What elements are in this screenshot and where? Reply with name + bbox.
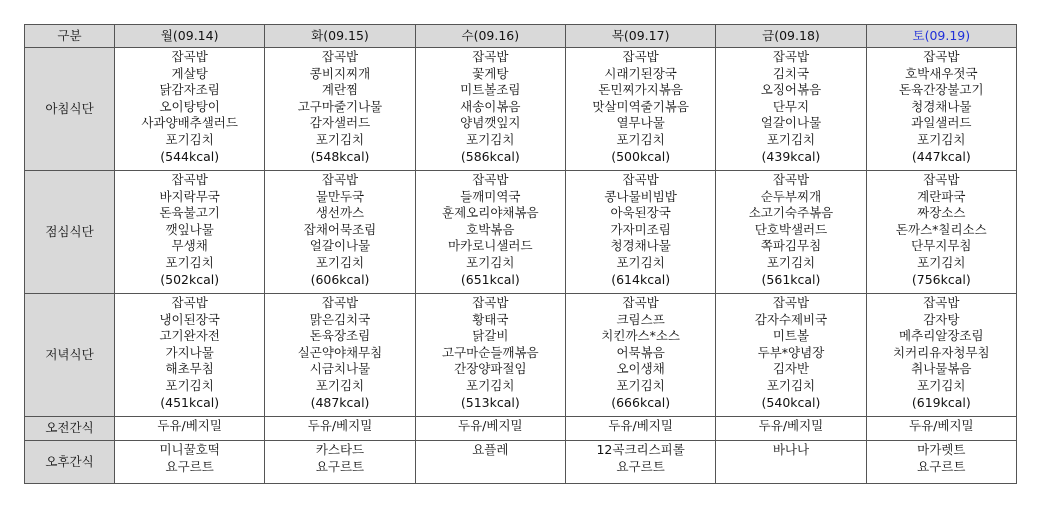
menu-item: 시금치나물: [309, 361, 371, 377]
menu-item: 짜장소스: [917, 205, 966, 221]
menu-item: 새송이볶음: [460, 98, 521, 114]
menu-item: 포기김치: [766, 131, 816, 147]
menu-item: 두유/베지밀: [608, 418, 673, 433]
menu-item: 요플레: [472, 442, 509, 457]
menu-cell-afternoon-snack-tue: [265, 441, 415, 484]
menu-item: 잡곡밥: [321, 172, 359, 187]
menu-item: (606kcal): [310, 271, 370, 287]
menu-item: 단무지무침: [911, 238, 972, 254]
menu-item: 요구르트: [165, 458, 214, 474]
meal-label-afternoon-snack: 오후간식: [25, 441, 115, 484]
menu-item: 돈까스*칠리소스: [895, 221, 987, 237]
header-row: [25, 25, 1017, 48]
menu-item: 생선까스: [315, 205, 365, 221]
menu-item: 포기김치: [917, 254, 966, 270]
menu-item: 포기김치: [165, 377, 214, 393]
menu-item: 감자수제비국: [754, 311, 828, 327]
menu-item: 잡곡밥: [772, 295, 810, 310]
meal-label-dinner: 저녁식단: [25, 294, 115, 417]
menu-item: 게살탕: [171, 65, 208, 81]
menu-item: 닭갈비: [472, 328, 509, 344]
menu-item: 콩비지찌개: [309, 65, 371, 81]
day-header-thu: 목(09.17): [565, 25, 715, 48]
menu-cell-dinner-sat: [866, 294, 1016, 417]
meal-row-afternoon-snack: [25, 441, 1017, 484]
menu-item: 포기김치: [466, 254, 515, 270]
menu-item: 잡곡밥: [923, 295, 960, 310]
menu-item: 요구르트: [616, 458, 665, 474]
menu-item: 포기김치: [766, 377, 816, 393]
menu-item: 어묵볶음: [616, 344, 665, 360]
menu-item: (451kcal): [160, 394, 220, 410]
menu-item: 포기김치: [766, 254, 816, 270]
menu-item: 치킨까스*소스: [601, 328, 680, 344]
menu-item: 콩나물비빔밥: [604, 188, 677, 204]
menu-cell-lunch-mon: [115, 171, 265, 294]
meal-row-lunch: [25, 171, 1017, 294]
menu-item: 김치국: [772, 65, 810, 81]
menu-item: 포기김치: [315, 131, 365, 147]
day-header-wed: 수(09.16): [415, 25, 565, 48]
menu-item: 얼갈이나물: [309, 238, 371, 254]
menu-item: 잡곡밥: [472, 49, 509, 64]
meal-label-breakfast: 아침식단: [25, 48, 115, 171]
day-header-fri: 금(09.18): [716, 25, 866, 48]
menu-cell-breakfast-sat: [866, 48, 1016, 171]
menu-item: 포기김치: [917, 377, 966, 393]
category-header: 구분: [25, 25, 115, 48]
menu-item: 돈육불고기: [159, 205, 220, 221]
menu-cell-afternoon-snack-thu: [565, 441, 715, 484]
menu-item: 미트볼: [772, 328, 810, 344]
menu-item: 소고기숙주볶음: [748, 205, 834, 221]
menu-item: 잡곡밥: [772, 49, 810, 64]
menu-item: 잡곡밥: [472, 172, 509, 187]
menu-item: 오이탕탕이: [159, 98, 220, 114]
menu-item: 들깨미역국: [460, 188, 521, 204]
menu-item: (614kcal): [611, 271, 671, 287]
menu-item: 고구마순들깨볶음: [442, 344, 539, 360]
menu-item: 두부*양념장: [757, 344, 825, 360]
meal-row-breakfast: [25, 48, 1017, 171]
menu-item: 호박새우젓국: [905, 65, 978, 81]
menu-item: 과일샐러드: [911, 115, 972, 131]
menu-cell-morning-snack-wed: [415, 417, 565, 441]
menu-item: (500kcal): [611, 148, 671, 164]
menu-item: 가지나물: [165, 344, 214, 360]
menu-item: 잡채어묵조림: [303, 221, 377, 237]
menu-item: 순두부찌개: [760, 188, 822, 204]
menu-item: 두유/베지밀: [307, 418, 373, 433]
menu-item: 바지락무국: [159, 188, 220, 204]
menu-item: 잡곡밥: [171, 172, 208, 187]
menu-item: 고구마줄기나물: [297, 98, 383, 114]
menu-item: (513kcal): [460, 394, 520, 410]
menu-item: 양념깻잎지: [460, 115, 521, 131]
menu-item: 잡곡밥: [321, 295, 359, 310]
menu-item: (487kcal): [310, 394, 370, 410]
menu-item: 돈육장조림: [309, 328, 371, 344]
menu-item: 포기김치: [466, 131, 515, 147]
menu-item: 포기김치: [616, 254, 665, 270]
menu-cell-dinner-tue: [265, 294, 415, 417]
menu-item: 열무나물: [616, 115, 665, 131]
meal-row-morning-snack: [25, 417, 1017, 441]
menu-item: 청경채나물: [610, 238, 671, 254]
menu-item: 시래기된장국: [604, 65, 677, 81]
menu-item: 냉이된장국: [159, 311, 220, 327]
menu-item: 실곤약야채무침: [297, 344, 383, 360]
menu-item: 카스타드: [315, 442, 365, 457]
menu-item: 치커리유자청무침: [893, 344, 990, 360]
menu-item: 오이생채: [616, 361, 665, 377]
menu-cell-morning-snack-tue: [265, 417, 415, 441]
menu-item: 계란찜: [321, 82, 359, 98]
menu-item: 맑은김치국: [309, 311, 371, 327]
menu-item: 맛살미역줄기볶음: [592, 98, 689, 114]
menu-item: 쪽파김무침: [760, 238, 822, 254]
menu-item: 감자샐러드: [309, 115, 371, 131]
menu-item: 잡곡밥: [622, 172, 659, 187]
menu-item: 닭감자조림: [159, 82, 220, 98]
menu-item: 포기김치: [616, 131, 665, 147]
menu-cell-lunch-tue: [265, 171, 415, 294]
menu-cell-lunch-wed: [415, 171, 565, 294]
day-header-sat: 토(09.19): [866, 25, 1016, 48]
menu-item: 잡곡밥: [622, 49, 659, 64]
menu-item: 마가렛트: [917, 442, 966, 457]
menu-item: (619kcal): [911, 394, 971, 410]
menu-item: (666kcal): [611, 394, 671, 410]
menu-item: 포기김치: [165, 131, 214, 147]
menu-item: 포기김치: [466, 377, 515, 393]
weekly-menu-table: [24, 24, 1017, 484]
menu-cell-morning-snack-sat: [866, 417, 1016, 441]
menu-item: (756kcal): [911, 271, 971, 287]
menu-item: 포기김치: [165, 254, 214, 270]
menu-body: [25, 48, 1017, 484]
menu-item: 잡곡밥: [923, 49, 960, 64]
menu-item: (439kcal): [761, 148, 821, 164]
day-header-mon: 월(09.14): [115, 25, 265, 48]
menu-cell-morning-snack-fri: [716, 417, 866, 441]
menu-item: 간장양파절임: [454, 361, 527, 377]
menu-item: 요구르트: [315, 458, 365, 474]
menu-cell-dinner-mon: [115, 294, 265, 417]
menu-item: 잡곡밥: [171, 49, 208, 64]
menu-item: 황태국: [472, 311, 509, 327]
menu-item: 미트볼조림: [460, 82, 521, 98]
menu-cell-morning-snack-mon: [115, 417, 265, 441]
menu-item: (651kcal): [460, 271, 520, 287]
menu-cell-lunch-fri: [716, 171, 866, 294]
menu-item: 잡곡밥: [171, 295, 208, 310]
menu-item: 두유/베지밀: [758, 418, 824, 433]
menu-cell-afternoon-snack-sat: [866, 441, 1016, 484]
menu-item: 잡곡밥: [472, 295, 509, 310]
menu-item: 잡곡밥: [772, 172, 810, 187]
menu-cell-breakfast-wed: [415, 48, 565, 171]
menu-item: 두유/베지밀: [909, 418, 974, 433]
menu-item: 물만두국: [315, 188, 365, 204]
menu-cell-afternoon-snack-mon: [115, 441, 265, 484]
menu-item: 가자미조림: [610, 221, 671, 237]
menu-cell-dinner-wed: [415, 294, 565, 417]
menu-cell-afternoon-snack-fri: [716, 441, 866, 484]
menu-item: 사과양배추샐러드: [141, 115, 238, 131]
menu-item: 깻잎나물: [165, 221, 214, 237]
menu-item: (586kcal): [460, 148, 520, 164]
menu-cell-dinner-fri: [716, 294, 866, 417]
menu-item: 청경채나물: [911, 98, 972, 114]
menu-item: 크림스프: [616, 311, 665, 327]
menu-item: (548kcal): [310, 148, 370, 164]
menu-item: 포기김치: [917, 131, 966, 147]
menu-item: 두유/베지밀: [157, 418, 222, 433]
menu-item: 요구르트: [917, 458, 966, 474]
meal-label-lunch: 점심식단: [25, 171, 115, 294]
menu-item: 포기김치: [315, 377, 365, 393]
meal-label-morning-snack: 오전간식: [25, 417, 115, 441]
menu-item: 취나물볶음: [911, 361, 972, 377]
menu-item: 훈제오리야채볶음: [442, 205, 539, 221]
menu-item: (502kcal): [160, 271, 220, 287]
menu-item: (540kcal): [761, 394, 821, 410]
menu-item: (561kcal): [761, 271, 821, 287]
menu-item: 단호박샐러드: [754, 221, 828, 237]
menu-item: 해초무침: [165, 361, 214, 377]
menu-item: 잡곡밥: [321, 49, 359, 64]
menu-item: 메추리알장조림: [899, 328, 984, 344]
menu-cell-lunch-sat: [866, 171, 1016, 294]
menu-item: 아욱된장국: [610, 205, 671, 221]
menu-item: 바나나: [772, 442, 810, 457]
menu-item: 잡곡밥: [923, 172, 960, 187]
menu-cell-lunch-thu: [565, 171, 715, 294]
menu-cell-morning-snack-thu: [565, 417, 715, 441]
menu-item: 포기김치: [315, 254, 365, 270]
menu-item: 감자탕: [923, 311, 960, 327]
menu-cell-afternoon-snack-wed: [415, 441, 565, 484]
menu-item: (544kcal): [160, 148, 220, 164]
menu-item: 호박볶음: [466, 221, 515, 237]
day-header-tue: 화(09.15): [265, 25, 415, 48]
menu-item: 돈민찌가지볶음: [598, 82, 683, 98]
menu-item: 고기완자전: [159, 328, 220, 344]
menu-item: 돈육간장불고기: [899, 82, 984, 98]
menu-cell-dinner-thu: [565, 294, 715, 417]
menu-item: 오징어볶음: [760, 82, 822, 98]
menu-item: 계란파국: [917, 188, 966, 204]
menu-item: 무생채: [171, 238, 208, 254]
menu-item: 두유/베지밀: [458, 418, 523, 433]
menu-item: 12곡크리스피롤: [596, 442, 685, 457]
menu-cell-breakfast-fri: [716, 48, 866, 171]
menu-item: 김자반: [772, 361, 810, 377]
menu-cell-breakfast-thu: [565, 48, 715, 171]
menu-item: 잡곡밥: [622, 295, 659, 310]
menu-cell-breakfast-tue: [265, 48, 415, 171]
meal-row-dinner: [25, 294, 1017, 417]
menu-item: 미니꿀호떡: [159, 442, 220, 457]
menu-cell-breakfast-mon: [115, 48, 265, 171]
menu-item: 얼갈이나물: [760, 115, 822, 131]
menu-item: 단무지: [772, 98, 810, 114]
menu-item: 포기김치: [616, 377, 665, 393]
menu-item: 꽃게탕: [472, 65, 509, 81]
menu-item: 마카로니샐러드: [448, 238, 533, 254]
menu-item: (447kcal): [911, 148, 971, 164]
